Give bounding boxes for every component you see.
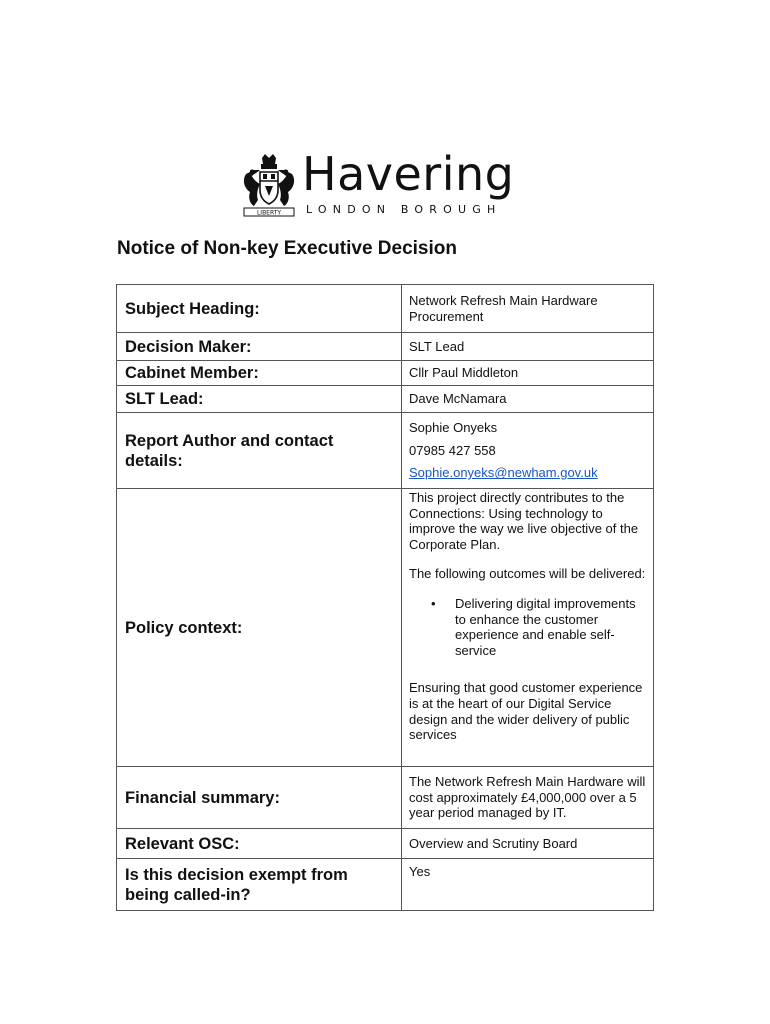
call-in-exempt-value: Yes <box>402 859 654 911</box>
policy-context-value <box>402 489 654 767</box>
logo-subtitle: LONDON BOROUGH <box>306 203 502 216</box>
logo-wordmark: Havering <box>302 147 515 201</box>
table-row-osc <box>117 829 654 859</box>
table-row-policy <box>117 489 654 767</box>
author-name: Sophie Onyeks <box>409 420 498 436</box>
page-title: Notice of Non-key Executive Decision <box>117 238 457 259</box>
subject-heading-label: Subject Heading: <box>117 285 402 333</box>
policy-paragraph-3: Ensuring that good customer experience is at the heart of our Digital Service design and the wider delivery of public services <box>409 680 643 743</box>
report-author-label: Report Author and contact details: <box>117 413 402 489</box>
call-in-exempt-label: Is this decision exempt from being called-in? <box>117 859 402 911</box>
decision-maker-value: SLT Lead <box>402 333 654 361</box>
relevant-osc-label: Relevant OSC: <box>117 829 402 859</box>
crest-motto: LIBERTY <box>256 209 282 217</box>
relevant-osc-value: Overview and Scrutiny Board <box>402 829 654 859</box>
table-row-subject <box>117 285 654 333</box>
decision-maker-label: Decision Maker: <box>117 333 402 361</box>
table-row-financial <box>117 767 654 829</box>
table-row-slt-lead <box>117 386 654 413</box>
table-row-decision-maker <box>117 333 654 361</box>
outcome-item: • Delivering digital improvements to enhance the customer experience and enable self-service <box>455 596 646 658</box>
table-row-cabinet-member <box>117 361 654 386</box>
policy-paragraph-1: This project directly contributes to the Connections: Using technology to improve the way we live objective of the Corporate Plan. <box>409 490 639 552</box>
cabinet-member-value: Cllr Paul Middleton <box>402 361 654 386</box>
outcomes-list <box>409 596 646 658</box>
cabinet-member-label: Cabinet Member: <box>117 361 402 386</box>
author-phone: 07985 427 558 <box>409 442 496 458</box>
slt-lead-label: SLT Lead: <box>117 386 402 413</box>
council-crest-icon <box>240 154 298 218</box>
report-author-value <box>402 413 654 489</box>
havering-logo <box>240 147 530 222</box>
author-email-link[interactable]: Sophie.onyeks@newham.gov.uk <box>409 465 598 481</box>
financial-summary-label: Financial summary: <box>117 767 402 829</box>
policy-context-label: Policy context: <box>117 489 402 767</box>
financial-summary-value: The Network Refresh Main Hardware will cost approximately £4,000,000 over a 5 year period managed by IT. <box>402 767 654 829</box>
policy-paragraph-2: The following outcomes will be delivered: <box>409 566 646 582</box>
decision-table <box>116 284 654 911</box>
table-row-exempt <box>117 859 654 911</box>
table-row-author <box>117 413 654 489</box>
subject-heading-value: Network Refresh Main Hardware Procurement <box>402 285 654 333</box>
slt-lead-value: Dave McNamara <box>402 386 654 413</box>
